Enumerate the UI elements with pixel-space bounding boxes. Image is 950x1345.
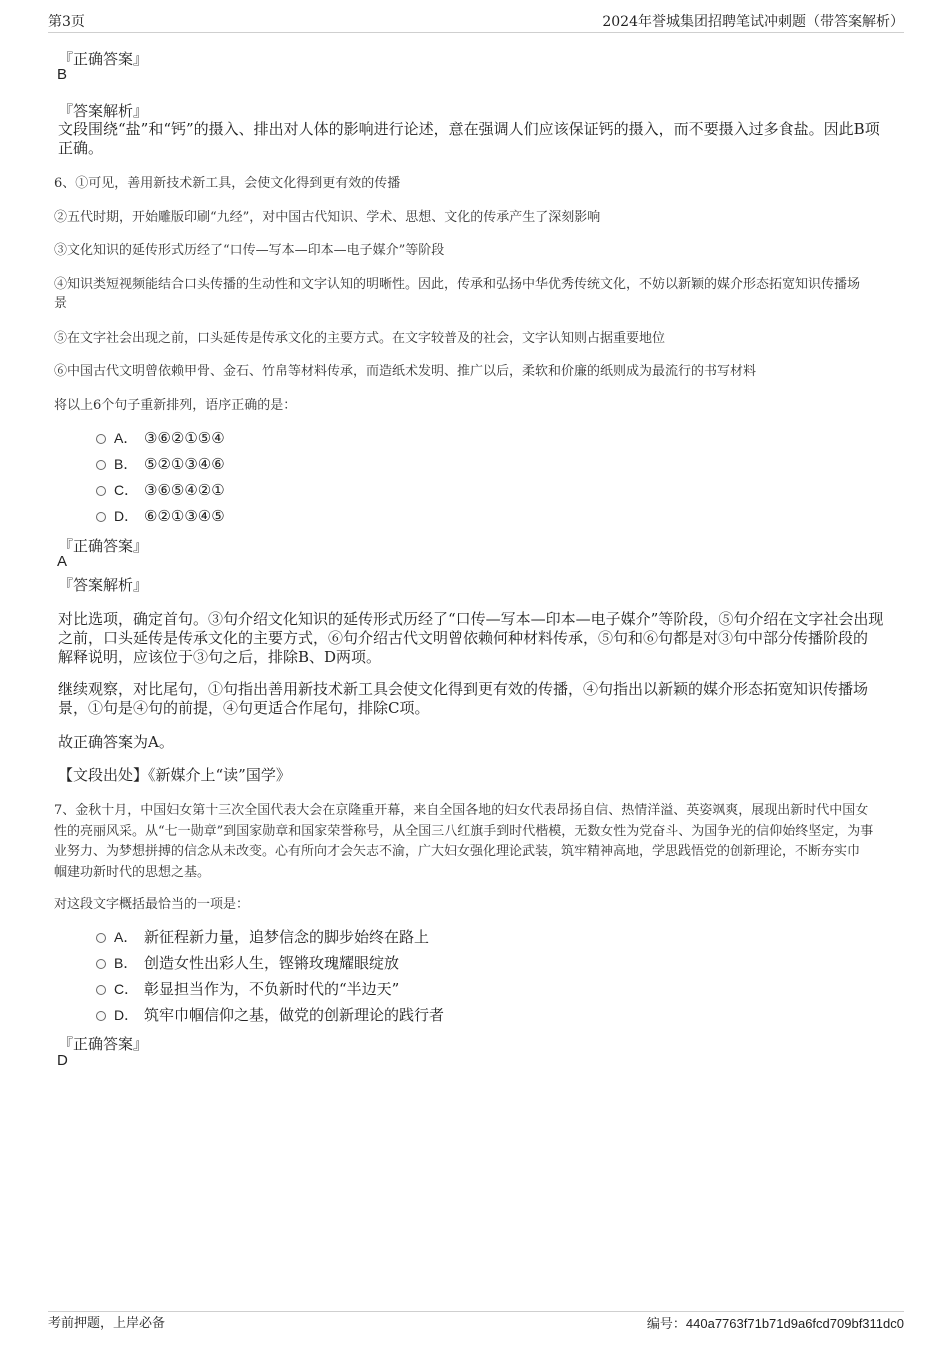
answer-label: 『正确答案』 xyxy=(58,537,149,555)
question-sentence: ③文化知识的延传形式历经了“口传—写本—印本—电子媒介”等阶段 xyxy=(54,243,445,258)
question-prompt: 将以上6个句子重新排列，语序正确的是： xyxy=(54,398,297,413)
source-note: 【文段出处】《新媒介上“读”国学》 xyxy=(58,766,291,784)
question-text: 7、金秋十月，中国妇女第十三次全国代表大会在京隆重开幕，来自全国各地的妇女代表昂扬自信、热情洋溢、英姿飒爽，展现出新时代中国女 xyxy=(54,803,869,818)
radio-icon[interactable] xyxy=(96,486,106,496)
option-c[interactable]: C． ③⑥⑤④②① xyxy=(96,480,225,500)
document-id: 编号：440a7763f71b71d9a6fcd709bf311dc0 xyxy=(646,1316,904,1331)
question-sentence: 6、①可见，善用新技术新工具，会使文化得到更有效的传播 xyxy=(54,176,401,191)
radio-icon[interactable] xyxy=(96,933,106,943)
radio-icon[interactable] xyxy=(96,434,106,444)
question-sentence: ④知识类短视频能结合口头传播的生动性和文字认知的明晰性。因此，传承和弘扬中华优秀传统文化，不妨以新颖的媒介形态拓宽知识传播场 xyxy=(54,277,861,292)
answer-label: 『正确答案』 xyxy=(58,1035,149,1053)
answer-value: B xyxy=(57,66,68,83)
question-sentence: ⑤在文字社会出现之前，口头延传是传承文化的主要方式。在文字较普及的社会，文字认知则占据重要地位 xyxy=(54,331,666,346)
page-header xyxy=(48,12,904,33)
analysis-text: 解释说明，应该位于③句之后，排除B、D两项。 xyxy=(58,648,382,666)
page-footer xyxy=(48,1311,904,1334)
answer-value: D xyxy=(57,1052,68,1069)
document-title: 2024年誉城集团招聘笔试冲刺题（带答案解析） xyxy=(602,14,904,30)
option-d[interactable]: D． 筑牢巾帼信仰之基，做党的创新理论的践行者 xyxy=(96,1005,444,1025)
analysis-text: 对比选项，确定首句。③句介绍文化知识的延传形式历经了“口传—写本—印本—电子媒介”等阶段，⑤句介绍在文字社会出现 xyxy=(58,610,884,628)
analysis-text: 继续观察，对比尾句，①句指出善用新技术新工具会使文化得到更有效的传播，④句指出以新颖的媒介形态拓宽知识传播场 xyxy=(58,680,869,698)
radio-icon[interactable] xyxy=(96,959,106,969)
radio-icon[interactable] xyxy=(96,1011,106,1021)
analysis-text: 正确。 xyxy=(58,139,104,157)
radio-icon[interactable] xyxy=(96,460,106,470)
answer-label: 『正确答案』 xyxy=(58,50,149,68)
analysis-text: 景，①句是④句的前提，④句更适合作尾句，排除C项。 xyxy=(58,699,430,717)
option-c[interactable]: C． 彰显担当作为，不负新时代的“半边天” xyxy=(96,979,399,999)
analysis-label: 『答案解析』 xyxy=(58,102,149,120)
option-b[interactable]: B． ⑤②①③④⑥ xyxy=(96,454,225,474)
question-sentence: 景 xyxy=(54,296,68,311)
footer-slogan: 考前押题，上岸必备 xyxy=(48,1316,166,1331)
option-a[interactable]: A． ③⑥②①⑤④ xyxy=(96,428,225,448)
answer-value: A xyxy=(57,553,68,570)
analysis-conclusion: 故正确答案为A。 xyxy=(58,733,174,751)
question-sentence: ⑥中国古代文明曾依赖甲骨、金石、竹帛等材料传承，而造纸术发明、推广以后，柔软和价廉的纸则成为最流行的书写材料 xyxy=(54,364,757,379)
option-b[interactable]: B． 创造女性出彩人生，铿锵玫瑰耀眼绽放 xyxy=(96,953,399,973)
analysis-label: 『答案解析』 xyxy=(58,576,149,594)
question-text: 帼建功新时代的思想之基。 xyxy=(54,865,211,880)
option-a[interactable]: A． 新征程新力量，追梦信念的脚步始终在路上 xyxy=(96,927,429,947)
radio-icon[interactable] xyxy=(96,985,106,995)
page-number: 第3页 xyxy=(48,14,85,30)
question-sentence: ②五代时期，开始雕版印刷“九经”，对中国古代知识、学术、思想、文化的传承产生了深刻影响 xyxy=(54,210,601,225)
radio-icon[interactable] xyxy=(96,512,106,522)
analysis-text: 之前，口头延传是传承文化的主要方式，⑥句介绍古代文明曾依赖何种材料传承，⑤句和⑥句都是对③句中部分传播阶段的 xyxy=(58,629,869,647)
question-prompt: 对这段文字概括最恰当的一项是： xyxy=(54,897,250,912)
option-d[interactable]: D． ⑥②①③④⑤ xyxy=(96,506,225,526)
question-text: 业努力、为梦想拼搏的信念从未改变。心有所向才会矢志不渝，广大妇女强化理论武装，筑牢精神高地，学思践悟党的创新理论，不断夯实巾 xyxy=(54,844,861,859)
question-text: 性的亮丽风采。从“七一勋章”到国家勋章和国家荣誉称号，从全国三八红旗手到时代楷模，无数女性为党奋斗、为国争光的信仰始终坚定，为事 xyxy=(54,824,874,839)
analysis-text: 文段围绕“盐”和“钙”的摄入、排出对人体的影响进行论述，意在强调人们应该保证钙的摄入，而不要摄入过多食盐。因此B项 xyxy=(58,120,880,138)
